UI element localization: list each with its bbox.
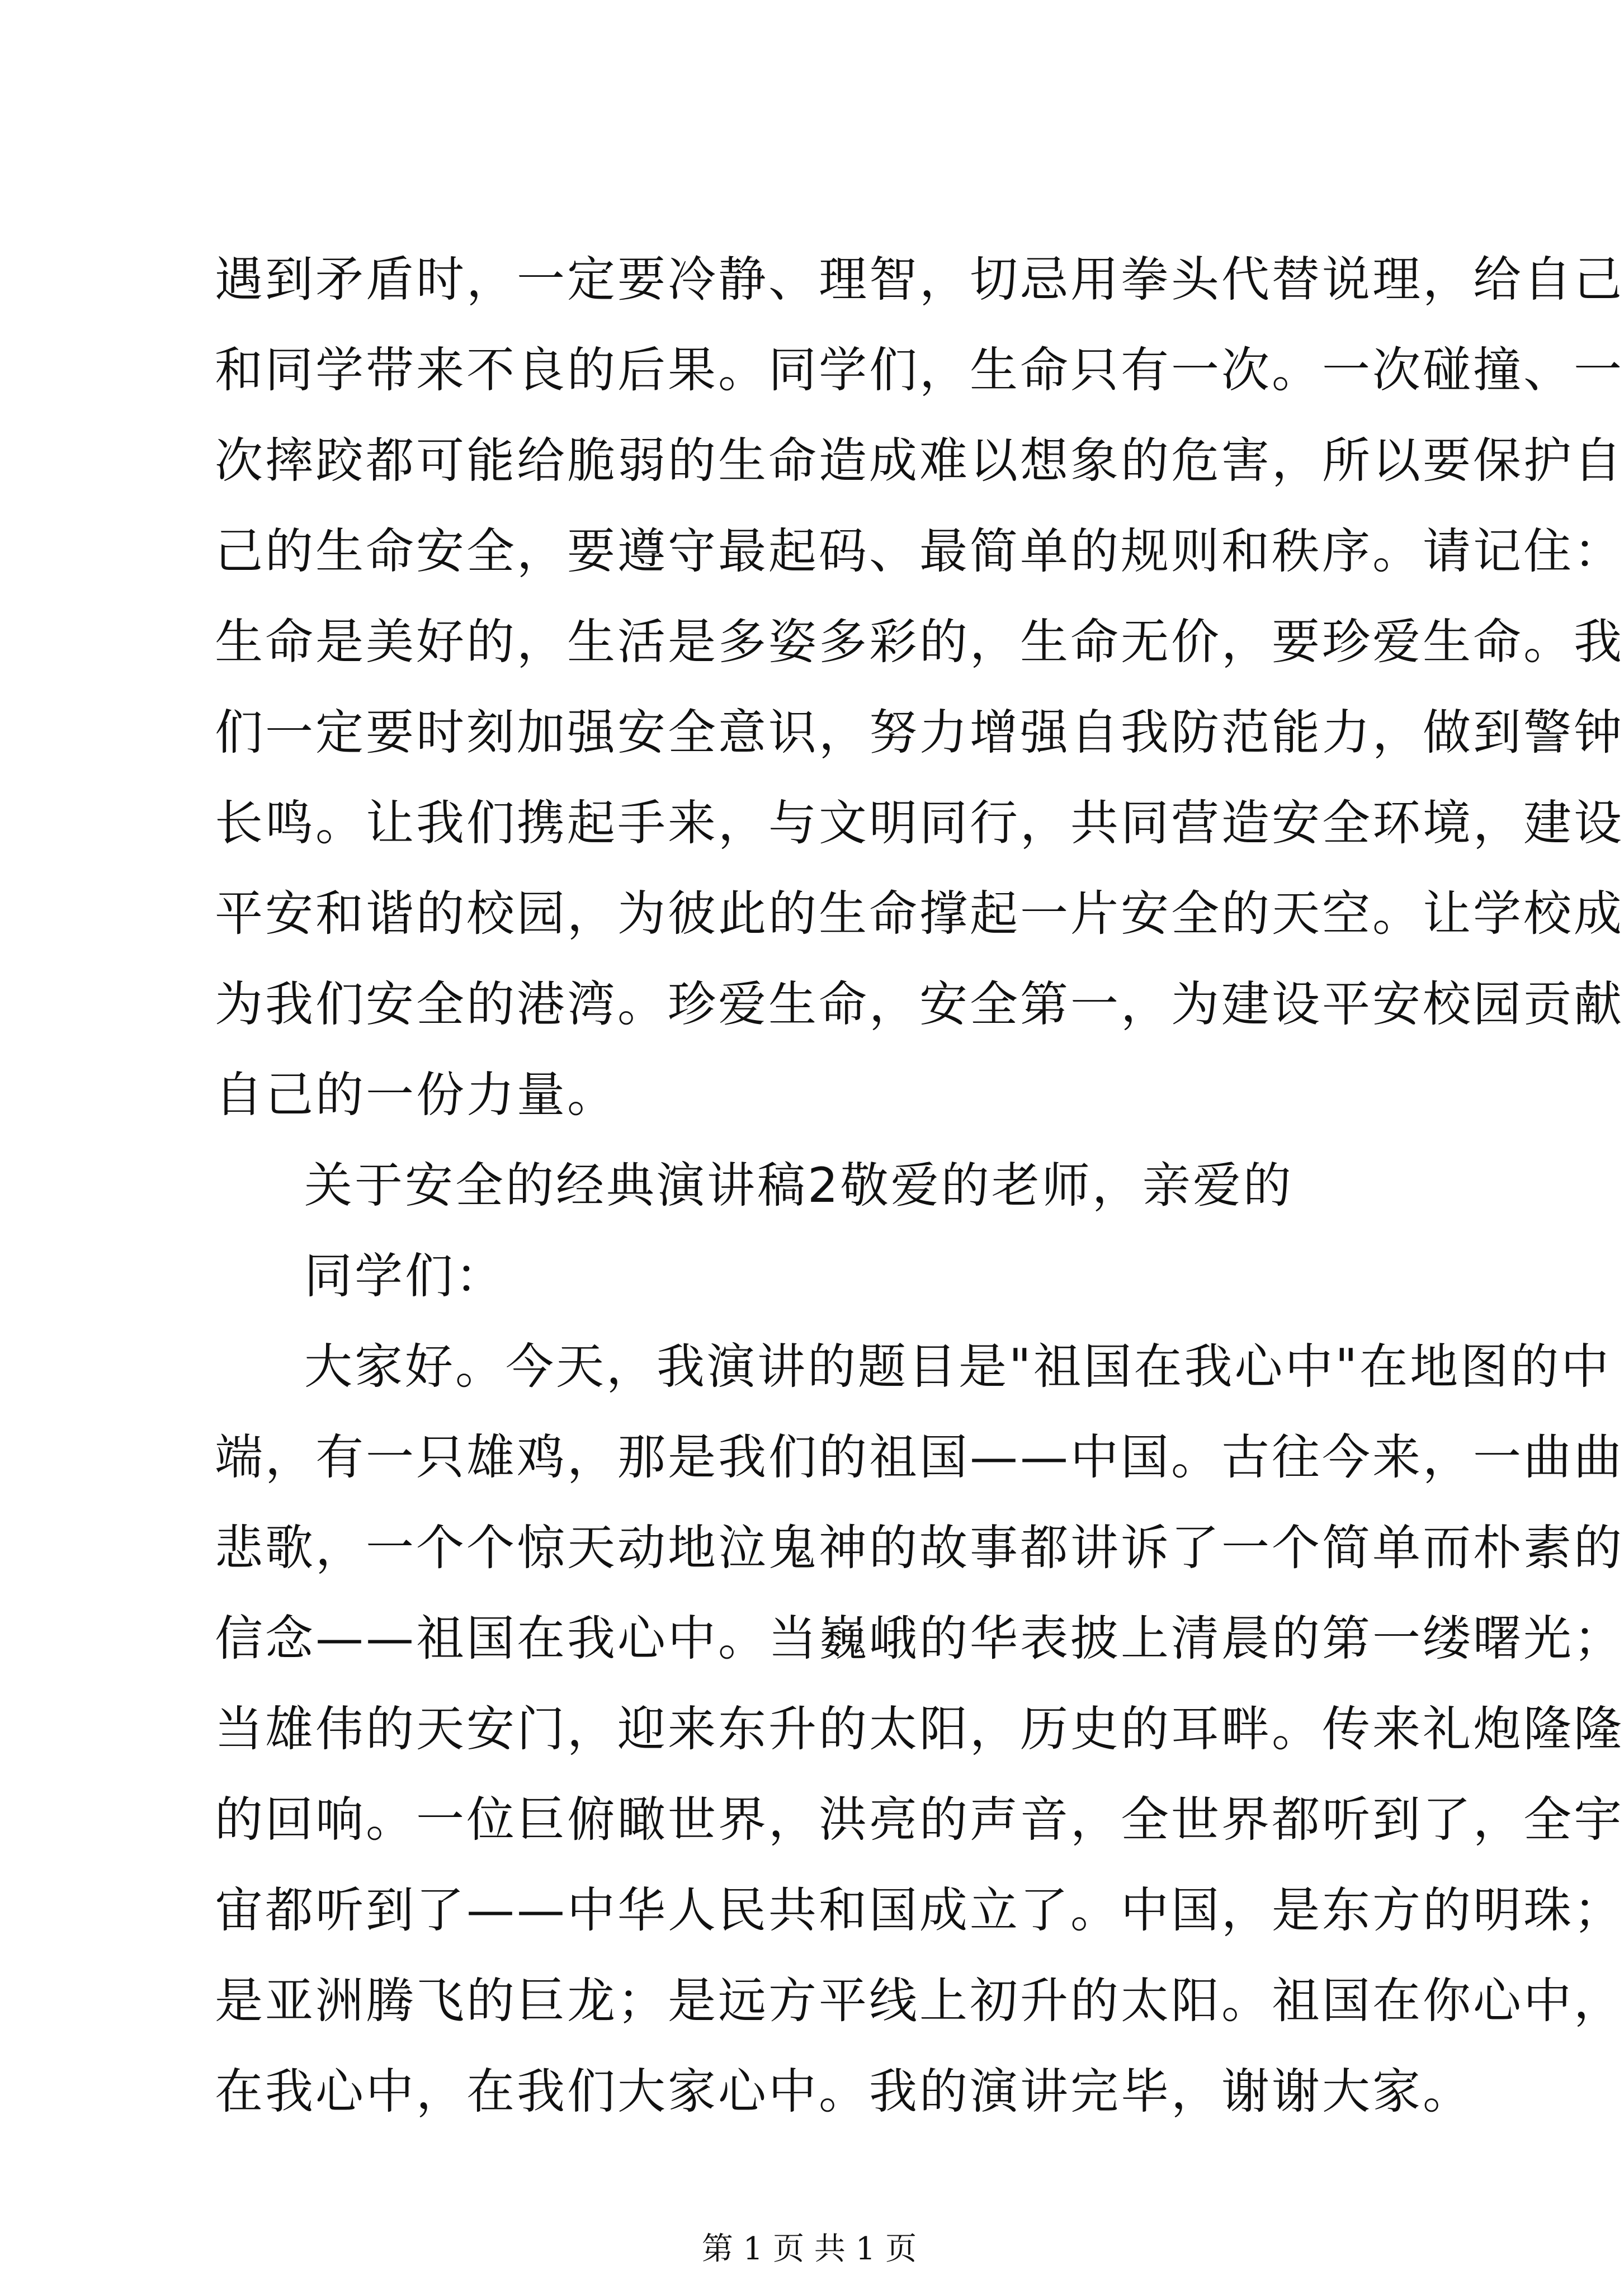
body-text-line: 生命是美好的，生活是多姿多彩的，生命无价，要珍爱生命。我 <box>215 614 1624 670</box>
body-text-line: 在我心中，在我们大家心中。我的演讲完毕，谢谢大家。 <box>215 2064 1473 2120</box>
page-footer: 第 1 页 共 1 页 <box>701 2231 917 2267</box>
body-text-line: 宙都听到了——中华人民共和国成立了。中国，是东方的明珠； <box>215 1882 1624 1938</box>
salutation: 同学们： <box>304 1248 506 1304</box>
body-text-line: 当雄伟的天安门，迎来东升的太阳，历史的耳畔。传来礼炮隆隆 <box>215 1701 1624 1757</box>
body-text-line: 自己的一份力量。 <box>215 1067 617 1123</box>
body-text-line: 己的生命安全，要遵守最起码、最简单的规则和秩序。请记住： <box>215 523 1624 579</box>
body-text-line: 悲歌，一个个惊天动地泣鬼神的故事都讲诉了一个简单而朴素的 <box>215 1520 1624 1576</box>
body-text-line: 平安和谐的校园，为彼此的生命撑起一片安全的天空。让学校成 <box>215 886 1624 942</box>
body-text-line: 端，有一只雄鸡，那是我们的祖国——中国。古往今来，一曲曲 <box>215 1429 1624 1485</box>
body-text-line: 遇到矛盾时，一定要冷静、理智，切忌用拳头代替说理，给自己 <box>215 252 1624 308</box>
body-text-line: 们一定要时刻加强安全意识，努力增强自我防范能力，做到警钟 <box>215 705 1624 761</box>
body-text-line: 是亚洲腾飞的巨龙；是远方平线上初升的太阳。祖国在你心中， <box>215 1973 1624 2029</box>
body-text-line: 信念——祖国在我心中。当巍峨的华表披上清晨的第一缕曙光； <box>215 1611 1624 1667</box>
body-text-line: 长鸣。让我们携起手来，与文明同行，共同营造安全环境，建设 <box>215 795 1624 851</box>
body-text-line: 次摔跤都可能给脆弱的生命造成难以想象的危害，所以要保护自 <box>215 433 1624 489</box>
body-text-line: 和同学带来不良的后果。同学们，生命只有一次。一次碰撞、一 <box>215 342 1624 398</box>
body-text-line: 的回响。一位巨俯瞰世界，洪亮的声音，全世界都听到了，全宇 <box>215 1792 1624 1848</box>
body-text-line: 为我们安全的港湾。珍爱生命，安全第一，为建设平安校园贡献 <box>215 976 1624 1032</box>
body-text-line: 大家好。今天，我演讲的题目是"祖国在我心中"在地图的中 <box>304 1339 1612 1395</box>
section-heading: 关于安全的经典演讲稿2敬爱的老师，亲爱的 <box>304 1158 1293 1214</box>
